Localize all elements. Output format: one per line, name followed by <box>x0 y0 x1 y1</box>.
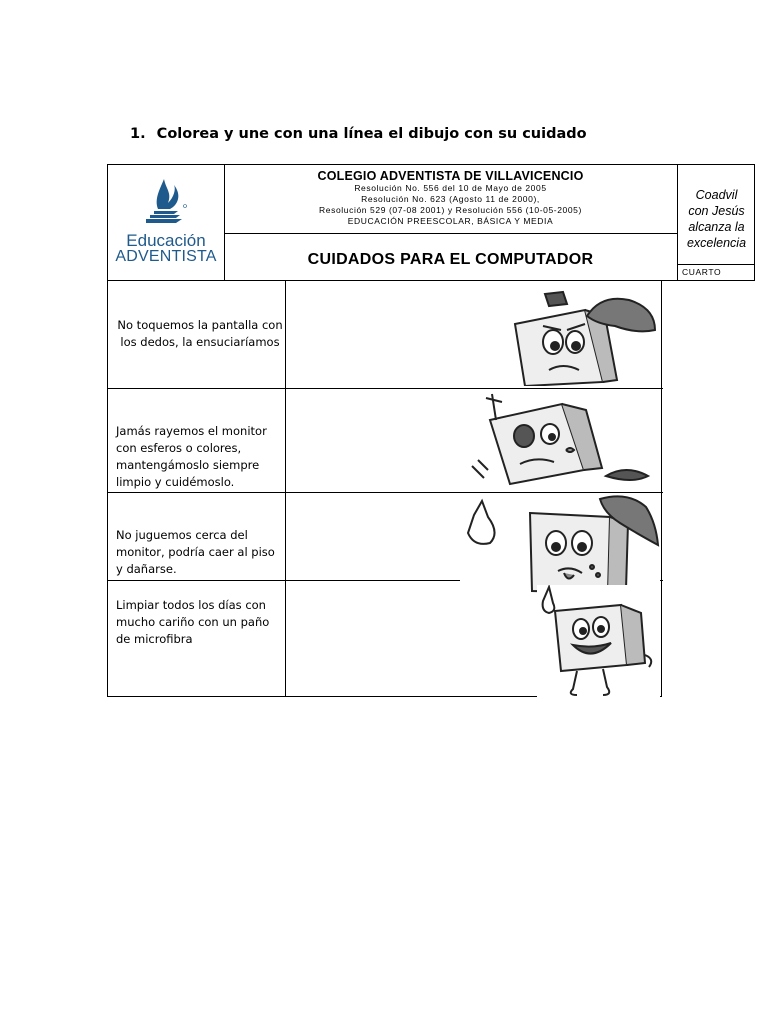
resolution-line-3: Resolución 529 (07-08 2001) y Resolución 556 (10-05-2005) <box>319 205 582 215</box>
logo-text-adventista: ADVENTISTA <box>115 248 217 265</box>
happy-monitor-drawing <box>537 585 660 700</box>
bruised-monitor-icon <box>466 390 660 490</box>
row-divider-1 <box>108 388 663 389</box>
motto-line-4: excelencia <box>686 236 747 250</box>
instruction <box>130 126 587 142</box>
motto <box>678 187 755 251</box>
education-levels: EDUCACIÓN PREESCOLAR, BÁSICA Y MEDIA <box>347 216 554 226</box>
motto-line-2: con Jesús <box>688 204 745 218</box>
bruised-monitor-drawing <box>466 390 660 490</box>
document-title: CUIDADOS PARA EL COMPUTADOR <box>307 251 594 268</box>
header-table <box>107 164 755 281</box>
sad-monitor-cap-drawing <box>505 290 660 386</box>
resolution-line-2: Resolución No. 623 (Agosto 11 de 2000), <box>361 194 540 204</box>
school-info-cell <box>224 165 678 280</box>
document-title-cell <box>224 234 677 280</box>
motto-cell <box>678 165 755 280</box>
logo-cell <box>108 165 225 280</box>
motto-line-3: alcanza la <box>688 220 745 234</box>
grade-label: CUARTO <box>678 264 755 280</box>
happy-monitor-icon <box>537 585 660 700</box>
care-text-1: No toquemos la pantalla con los dedos, la ensuciaríamos <box>117 318 283 349</box>
resolution-line-1: Resolución No. 556 del 10 de Mayo de 2005 <box>354 183 547 193</box>
instruction-text: Colorea y une con una línea el dibujo con su cuidado <box>156 126 587 142</box>
sad-monitor-icon <box>505 290 660 386</box>
care-text-2: Jamás rayemos el monitor con esferos o colores, mantengámoslo siempre limpio y cuidémoslo. <box>116 424 267 489</box>
care-text-4: Limpiar todos los días con mucho cariño con un paño de microfibra <box>116 598 270 646</box>
column-divider <box>285 281 286 696</box>
care-text-3: No juguemos cerca del monitor, podría caer al piso y dañarse. <box>116 528 275 576</box>
motto-line-1: Coadvil <box>695 188 738 202</box>
instruction-number: 1. <box>130 126 146 142</box>
logo-text-educacion: Educación <box>126 231 206 250</box>
school-name: COLEGIO ADVENTISTA DE VILLAVICENCIO <box>317 169 584 183</box>
school-info-top <box>224 165 677 234</box>
adventist-logo-icon <box>138 175 194 231</box>
